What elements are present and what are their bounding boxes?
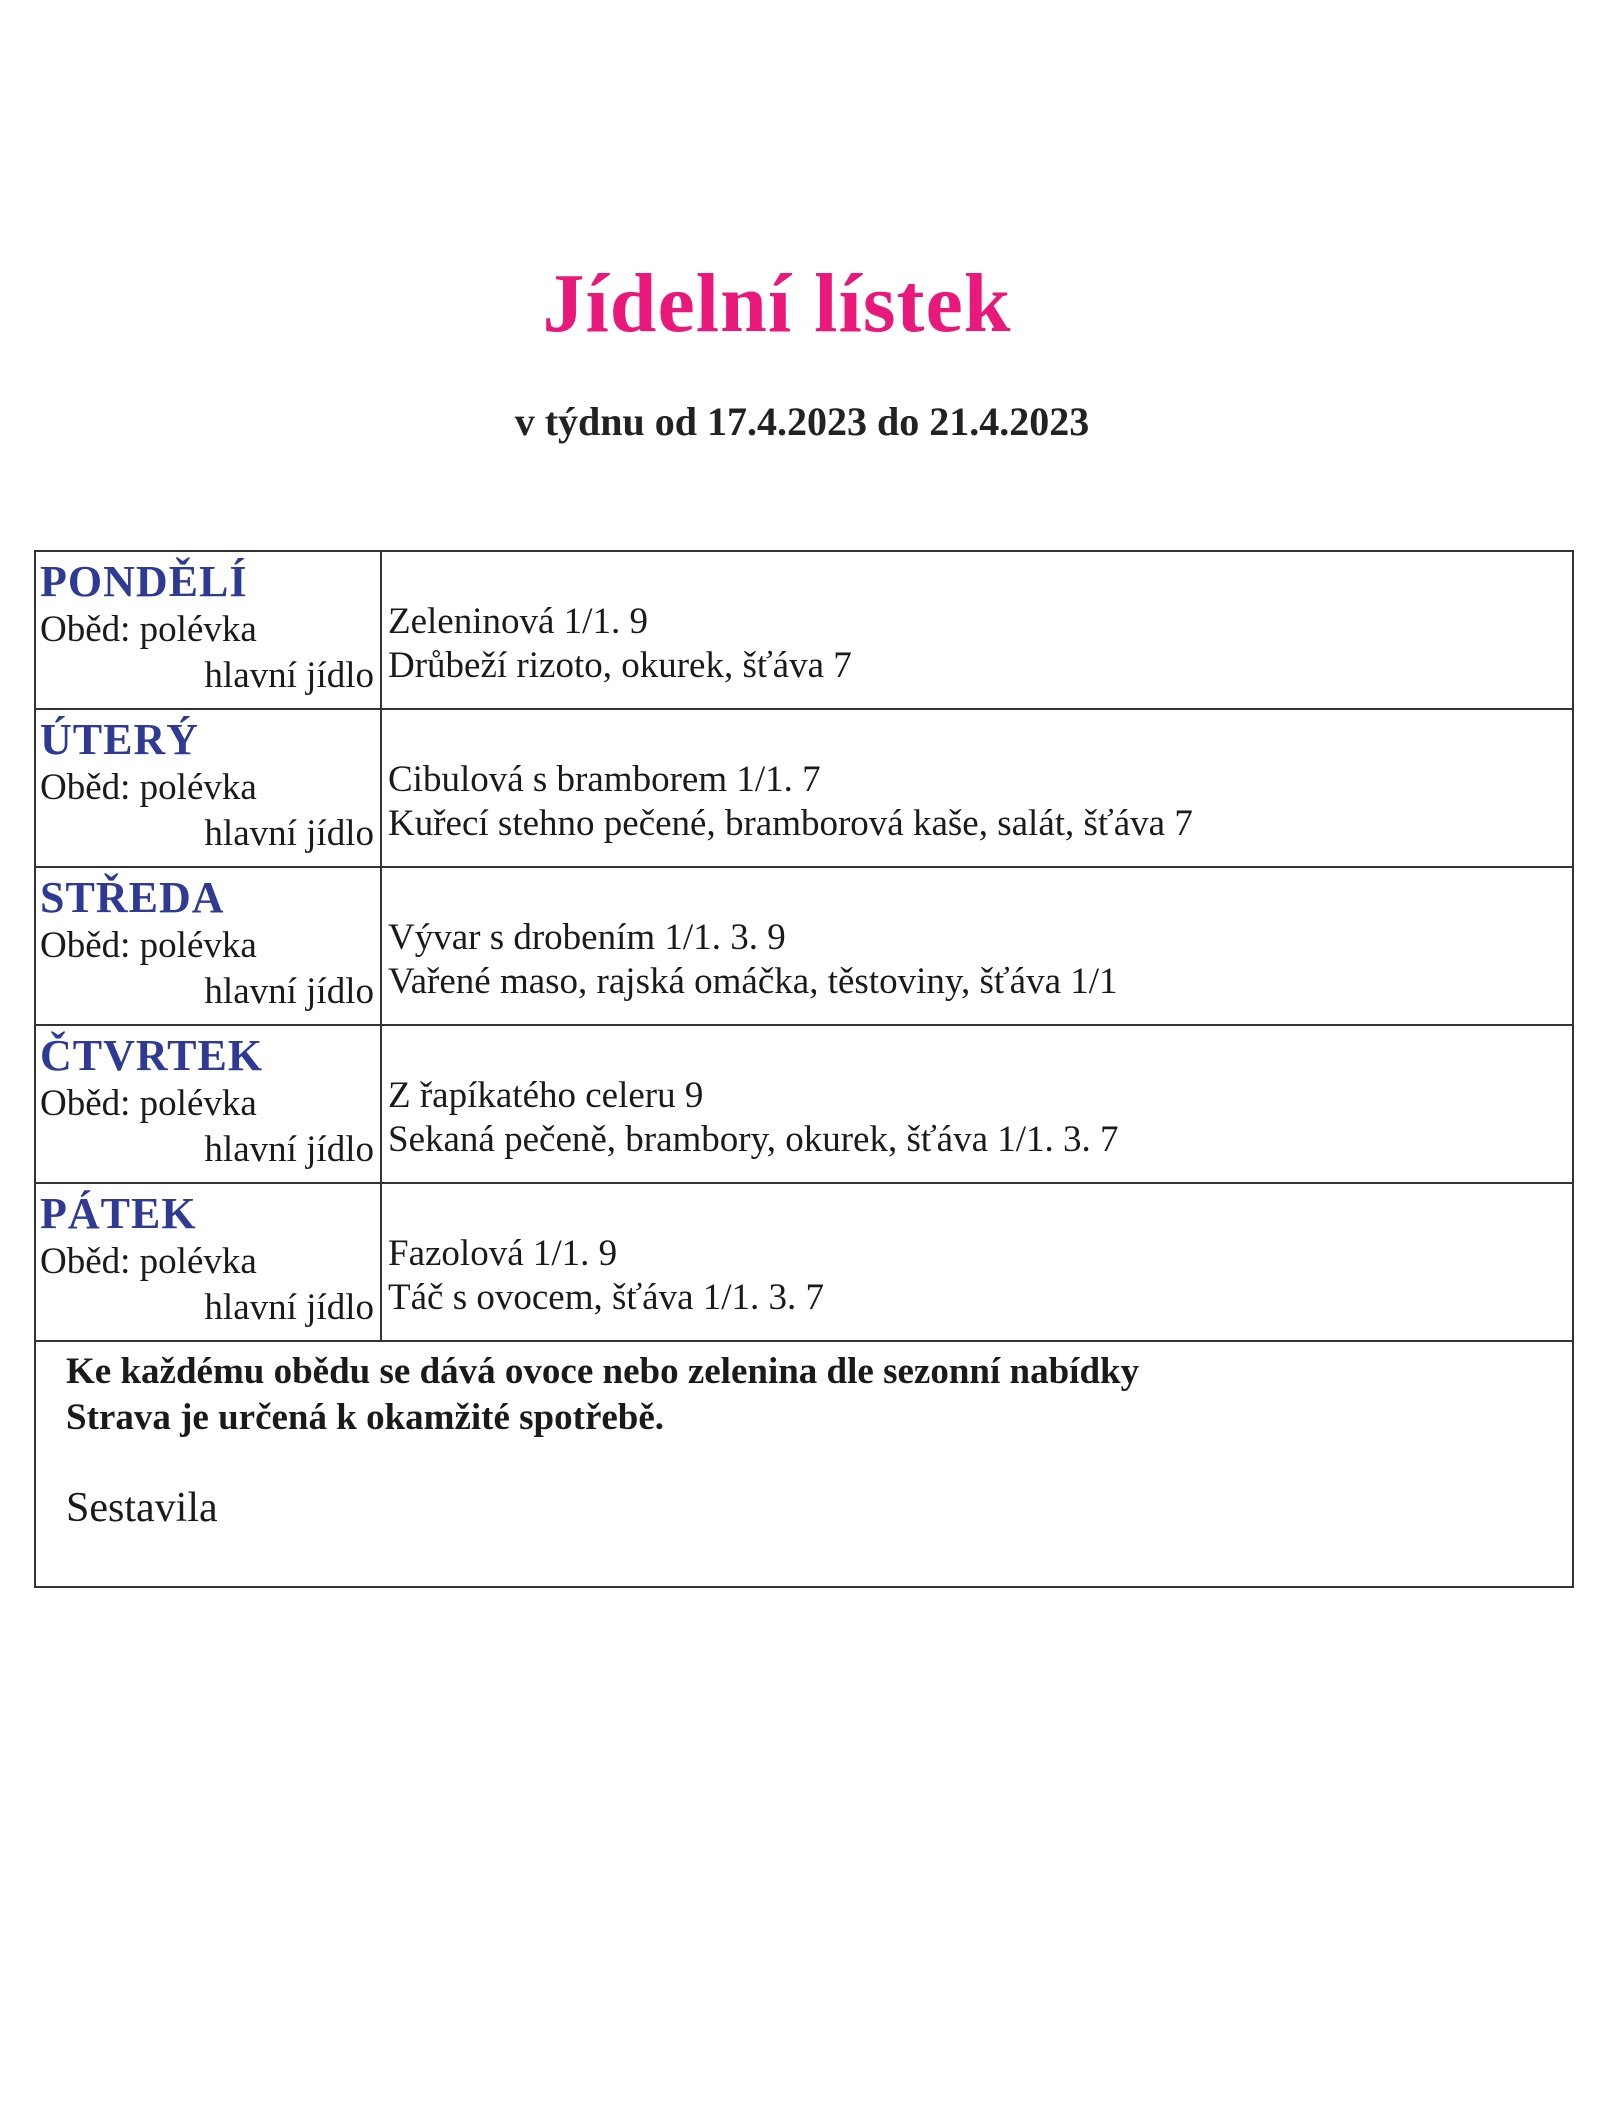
fruit-note: Ke každému obědu se dává ovoce nebo zelenina dle sezonní nabídky xyxy=(66,1351,1140,1392)
soup-text: Cibulová s bramborem 1/1. 7 xyxy=(388,759,821,800)
day-row-thursday xyxy=(36,1026,1572,1184)
soup-text: Z řapíkatého celeru 9 xyxy=(388,1075,704,1116)
footer-notes xyxy=(36,1342,1572,1588)
main-dish-text: Kuřecí stehno pečené, bramborová kaše, salát, šťáva 7 xyxy=(388,803,1193,844)
lunch-soup-label: Oběd: polévka xyxy=(40,1083,257,1124)
main-dish-text: Drůbeží rizoto, okurek, šťáva 7 xyxy=(388,645,852,686)
soup-text: Fazolová 1/1. 9 xyxy=(388,1233,618,1274)
day-row-friday xyxy=(36,1184,1572,1342)
day-row-monday xyxy=(36,552,1572,710)
day-name: STŘEDA xyxy=(40,873,225,922)
main-dish-label: hlavní jídlo xyxy=(204,971,374,1012)
signature-label: Sestavila xyxy=(66,1485,218,1531)
main-dish-label: hlavní jídlo xyxy=(204,813,374,854)
day-label-cell xyxy=(36,1184,382,1340)
lunch-soup-label: Oběd: polévka xyxy=(40,609,257,650)
day-name: PONDĚLÍ xyxy=(40,557,248,606)
main-dish-text: Sekaná pečeně, brambory, okurek, šťáva 1/1. 3. 7 xyxy=(388,1119,1119,1160)
day-name: ÚTERÝ xyxy=(40,715,200,764)
lunch-soup-label: Oběd: polévka xyxy=(40,767,257,808)
consumption-note: Strava je určená k okamžité spotřebě. xyxy=(66,1397,665,1438)
main-dish-label: hlavní jídlo xyxy=(204,1129,374,1170)
lunch-soup-label: Oběd: polévka xyxy=(40,925,257,966)
menu-table xyxy=(34,550,1574,1588)
day-label-cell xyxy=(36,868,382,1024)
day-row-tuesday xyxy=(36,710,1572,868)
lunch-soup-label: Oběd: polévka xyxy=(40,1241,257,1282)
day-name: PÁTEK xyxy=(40,1189,197,1238)
main-dish-label: hlavní jídlo xyxy=(204,655,374,696)
page-title: Jídelní lístek xyxy=(542,257,1012,350)
main-dish-label: hlavní jídlo xyxy=(204,1287,374,1328)
week-range: v týdnu od 17.4.2023 do 21.4.2023 xyxy=(514,399,1090,444)
soup-text: Zeleninová 1/1. 9 xyxy=(388,601,648,642)
main-dish-text: Táč s ovocem, šťáva 1/1. 3. 7 xyxy=(388,1277,825,1318)
day-label-cell xyxy=(36,552,382,708)
day-label-cell xyxy=(36,1026,382,1182)
main-dish-text: Vařené maso, rajská omáčka, těstoviny, šťáva 1/1 xyxy=(388,961,1118,1002)
day-label-cell xyxy=(36,710,382,866)
day-name: ČTVRTEK xyxy=(40,1031,264,1080)
day-row-wednesday xyxy=(36,868,1572,1026)
soup-text: Vývar s drobením 1/1. 3. 9 xyxy=(388,917,786,958)
